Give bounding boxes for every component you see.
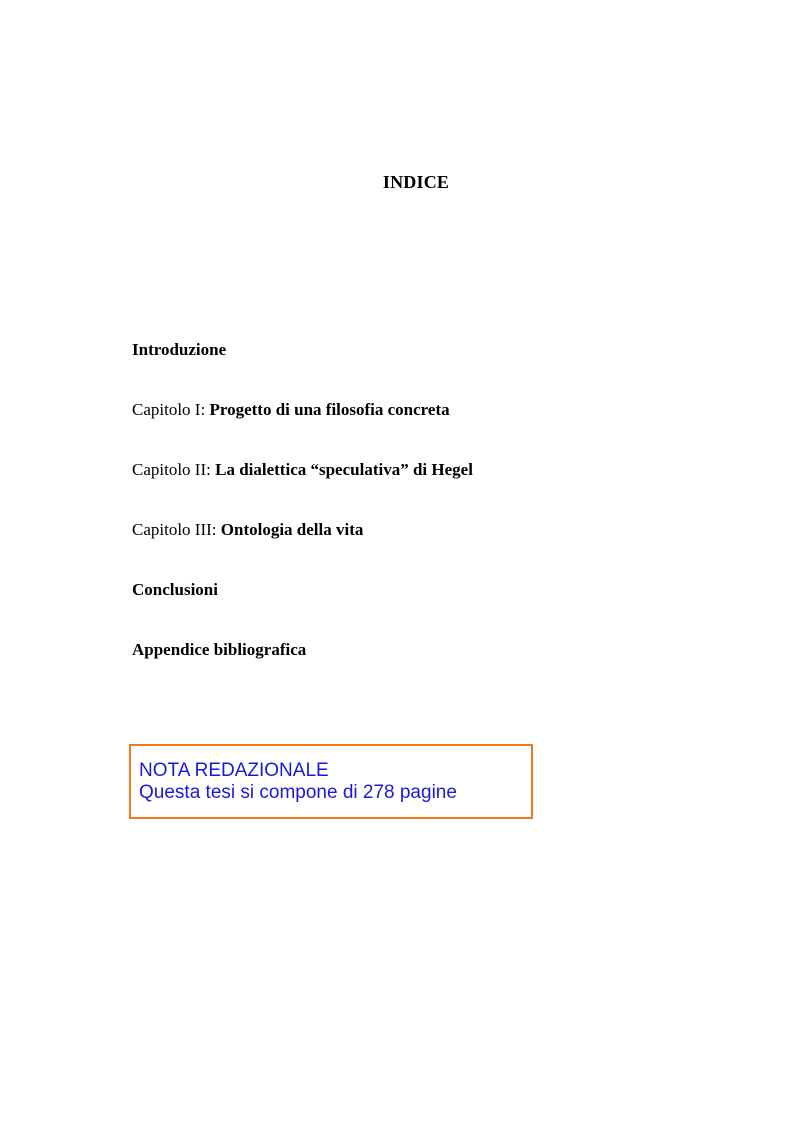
toc-entry-label: Progetto di una filosofia concreta	[209, 400, 450, 419]
toc-entry-label: Appendice bibliografica	[132, 640, 307, 659]
toc-entry-prefix: Capitolo I:	[132, 400, 210, 419]
toc-entry-conclusioni	[132, 578, 692, 638]
page-title: INDICE	[382, 172, 450, 192]
toc-entry-capitolo-1	[132, 398, 692, 458]
toc-entry-label: Ontologia della vita	[220, 520, 364, 539]
table-of-contents	[132, 338, 692, 698]
toc-entry-label: Conclusioni	[132, 580, 218, 599]
toc-entry-label: Introduzione	[132, 340, 227, 359]
editorial-note-box	[129, 744, 533, 819]
toc-entry-capitolo-3	[132, 518, 692, 578]
toc-entry-introduzione	[132, 338, 692, 398]
toc-entry-prefix: Capitolo III:	[132, 520, 221, 539]
editorial-note-text: Questa tesi si compone di 278 pagine	[139, 782, 457, 803]
toc-entry-label: La dialettica “speculativa” di Hegel	[215, 460, 473, 479]
toc-entry-prefix: Capitolo II:	[132, 460, 216, 479]
editorial-note-heading: NOTA REDAZIONALE	[139, 760, 329, 781]
toc-entry-appendice	[132, 638, 692, 698]
toc-entry-capitolo-2	[132, 458, 692, 518]
